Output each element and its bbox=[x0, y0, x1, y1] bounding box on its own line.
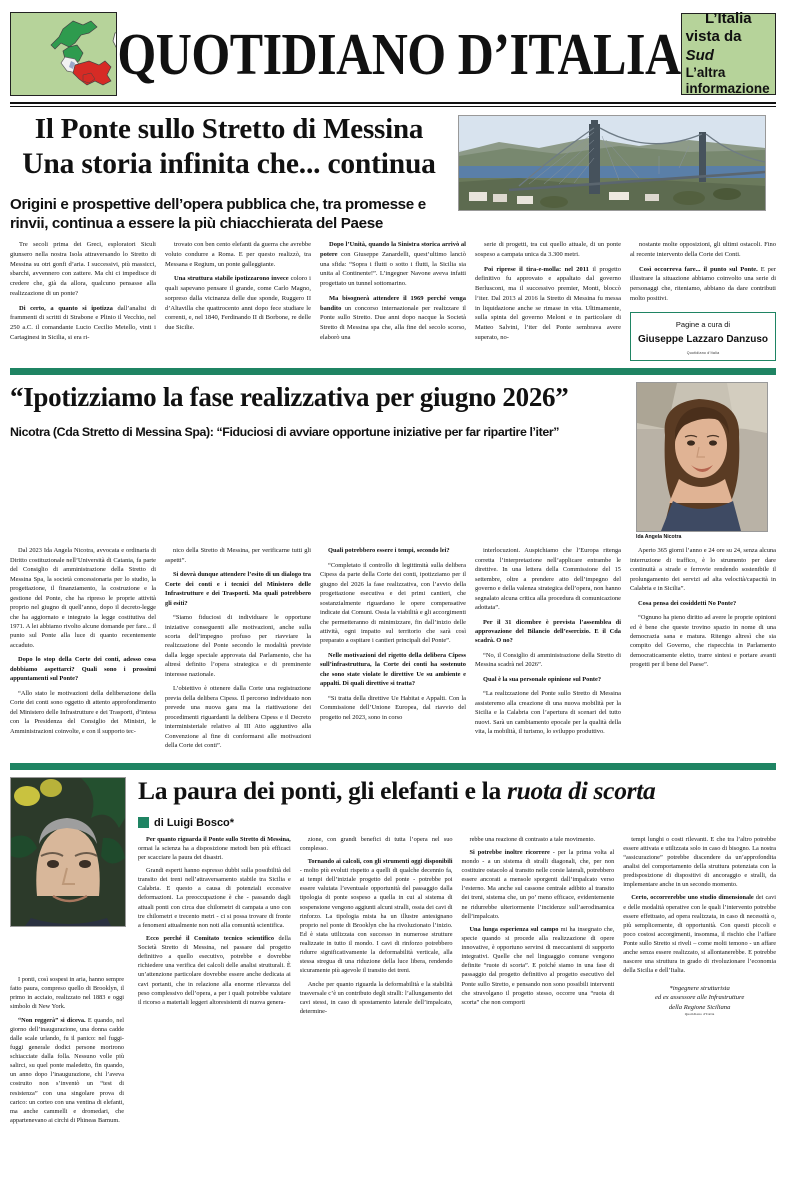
paragraph: interlocuzioni. Auspichiamo che l’Europa ritenga corretta l’interpretazione nell’applicare entrambe le direttive. In una lettera della Commissione del 15 settembre, oltre a prendere atto dell’impegno del governo e della valenza strategica dell’opera, non hanno segnalato alcuna critica alla procedura di comunicazione adottata”. bbox=[475, 547, 621, 612]
article3-footnote bbox=[623, 984, 776, 1018]
kicker-line-2-emphasis: Sud bbox=[685, 46, 714, 64]
paper-title: QUOTIDIANO D’ITALIA bbox=[117, 20, 681, 88]
bosco-portrait-illustration bbox=[11, 778, 125, 926]
green-separator-1 bbox=[10, 368, 776, 375]
paragraph: Ma bisognerà attendere il 1969 perché venga bandito un concorso internazionale per realizzare il Ponte sullo Stretto. Due anni dopo nacque la Società Stretto di Messina spa che, alla fine del secolo scorso, elaborò una bbox=[320, 294, 466, 341]
article1-col-3 bbox=[320, 240, 466, 361]
paragraph: Quali potrebbero essere i tempi, secondo lei? bbox=[328, 547, 450, 555]
paragraph: zione, con grandi benefici di tutta l’opera nel suo complesso. bbox=[299, 835, 453, 852]
credit-line-2: Giuseppe Lazzaro Danzuso bbox=[637, 333, 769, 345]
footnote-line-1: *ingegnere strutturista bbox=[669, 984, 730, 992]
article2-col-5 bbox=[630, 546, 776, 755]
italy-map-logo bbox=[10, 12, 117, 96]
credit-line-1: Pagine a cura di bbox=[675, 319, 731, 329]
paragraph: Si dovrà dunque attendere l’esito di un dialogo tra Corte dei conti e i tecnici del Ministero delle Infrastrutture e dei Trasporti. Ma quali potrebbero gli esiti? bbox=[165, 571, 311, 607]
paragraph: Una lunga esperienza sul campo mi ha insegnato che, specie quando si procede alla realizzazione di opere innovative, è opportuno servirsi di meccanismi di supporto integrativi. Quelle che nel linguaggio comune vengono definite “ruote di scorta”. E poiché siamo in una fase di passaggio dal progetto definitivo al progetto esecutivo del Ponte sullo Stretto, e pensando non sono possibili interventi che stravolgano il progetto stesso, occorre una “ruota di scorta” che non comporti bbox=[461, 925, 615, 1006]
article2-col-1 bbox=[10, 546, 156, 755]
paragraph: “Completato il controllo di legittimità sulla delibera Cipess da parte della Corte dei conti, ipotizziamo per il giugno del 2026 la fase realizzativa, con l’avvio della progettazione esecutiva e dei primi cantieri, che sostanzialmente riguardano le opere compensative indicate dai Comuni. Ossia la viabilità e gli accorgimenti che permetteranno di minimizzare, fin dall’inizio delle attività, ogni impatto sul territorio che sarà così preparato a ospitare i cantieri principali del Ponte”. bbox=[320, 561, 466, 645]
article3-columns bbox=[138, 835, 776, 1020]
article-nicotra-interview bbox=[10, 382, 776, 755]
nicotra-portrait-illustration bbox=[637, 383, 767, 531]
article1-col-5 bbox=[630, 240, 776, 361]
footnote-tiny: Quotidiano d’Italia bbox=[684, 1012, 715, 1017]
article3-col-4 bbox=[623, 835, 776, 1020]
article3-caption-column bbox=[10, 975, 124, 1129]
paragraph: rebbe una reazione di contrasto a tale movimento. bbox=[469, 835, 596, 843]
bridge-photo-illustration bbox=[459, 116, 765, 210]
article2-col-3 bbox=[320, 546, 466, 755]
kicker-line-3: L’altra informazione bbox=[685, 64, 770, 97]
paragraph: Dopo lo stop della Corte dei conti, adesso cosa dobbiamo aspettarci? Quali sono i prossimi appuntamenti sul Ponte? bbox=[10, 656, 156, 683]
masthead-kicker bbox=[681, 10, 776, 97]
paragraph: “Allo stato le motivazioni della deliberazione della Corte dei conti sono oggetto di attento approfondimento del Ministero delle Infrastrutture e dei Trasporti, d’intesa con la Presidenza del Consiglio dei Ministri, le Amministrazioni coinvolte, e con il supporto tec- bbox=[10, 689, 156, 735]
paragraph: Per il 31 dicembre è prevista l’assemblea di approvazione del Bilancio dell’esercizio. E il Cda scadrà. O no? bbox=[475, 618, 621, 645]
paragraph: trovato con ben cento elefanti da guerra che avrebbe voluto condurre a Roma. E per questo realizzò, tra Messana e Regium, un ponte galleggiante. bbox=[165, 241, 311, 268]
kicker-line-1: L’Italia bbox=[704, 10, 752, 28]
article-bosco-opinion bbox=[10, 775, 776, 1124]
article2-columns bbox=[10, 546, 776, 755]
article3-col-1 bbox=[138, 835, 291, 1020]
article3-headline bbox=[138, 777, 776, 805]
byline-square-icon bbox=[138, 817, 149, 828]
credit-box bbox=[630, 312, 776, 362]
paragraph: Dal 2023 Ida Angela Nicotra, avvocata e ordinaria di Diritto costituzionale nell’Università di Catania, fa parte del Consiglio di amministrazione della Stretto di Messina Spa, la società concessionaria per lo studio, la progettazione, il finanziamento, la costruzione e la gestione del Ponte, che ha ripreso le proprie attività proprio nel giugno di quell’anno, dopo il decreto-legge che ha aggiornato e integrato la legge costitutiva del 1971. A lei abbiamo rivolto alcune domande per fare... il punto sul Ponte alla luce di quanto recentemente accaduto. bbox=[10, 547, 156, 649]
article3-col-3 bbox=[462, 835, 615, 1020]
credit-line-3: Quotidiano d’Italia bbox=[686, 350, 720, 355]
article-bridge-history bbox=[10, 113, 776, 361]
paragraph: Una struttura stabile ipotizzarono invece coloro i quali sapevano pensare il grande, come Carlo Magno, sorpreso dalla vicinanza delle due sponde, Ruggero II d’Altavilla che quattrocento anni dopo fece studiare le correnti, e, nel 1840, Ferdinando II di Borbone, re delle due Sicilie. bbox=[165, 275, 311, 332]
paragraph: L’obiettivo è ottenere dalla Corte una registrazione previa della delibera Cipess. Il percorso individuato non prevede una nuova gara ma la riattivazione dei procedimenti riguardanti la delibera Cipess e il Decreto interministeriale relativo al III Atto aggiuntivo alla Convenzione al fine di conformarsi alle motivazioni della Corte dei conti”. bbox=[165, 685, 311, 750]
masthead bbox=[10, 8, 776, 100]
article3-col-2 bbox=[300, 835, 453, 1020]
bosco-photo bbox=[10, 777, 126, 927]
paragraph: Tre secoli prima dei Greci, esploratori Siculi giunsero nella nostra Isola attraversando lo Stretto di Messina su otri gonfi d’aria. I successivi, più massicci, sbarchi, avvennero con zattere. Ma chi ci impedisce di credere che, già da allora, qualcuno pensasse alla realizzazione di un ponte? bbox=[10, 241, 156, 297]
article2-photo-block bbox=[636, 382, 776, 540]
green-separator-2 bbox=[10, 763, 776, 770]
paragraph: tempi lunghi o costi rilevanti. E che tra l’altro potrebbe essere attivata e utilizzata solo in caso di bisogno. La nostra “assicurazione” potrebbe discendere da un’approfondita analisi del comportamento della struttura potenziata con la predisposizione di dispositivi di ancoraggio e stralli, da implementare anche in un secondo momento. bbox=[623, 835, 776, 889]
paragraph: “Si tratta della direttive Ue Habitat e Appalti. Con la Commissione dell’Unione Europea, dal riavvio del progetto nel 2023, sono in corso bbox=[320, 694, 466, 721]
article3-byline bbox=[138, 817, 776, 829]
paragraph: Cosa pensa dei cosiddetti No Ponte? bbox=[638, 599, 737, 607]
nicotra-photo bbox=[636, 382, 768, 532]
article1-col-4 bbox=[475, 240, 621, 361]
paragraph: Aperto 365 giorni l’anno e 24 ore su 24, senza alcuna interruzione di traffico, è lo strumento per dare continuità a strade e ferrovie rendendo sostenibile il prolungamento dei servizi ad alta velocità/capacità in Calabria e in Sicilia”. bbox=[630, 547, 776, 593]
kicker-line-2-prefix: vista da bbox=[685, 28, 742, 46]
paragraph: Nelle motivazioni del rigetto della delibera Cipess sull’infrastruttura, la Corte dei conti ha sostenuto che sono state violate le direttive Ue su ambiente e appalti. Di quali direttive si tratta? bbox=[320, 651, 466, 688]
paragraph: Dopo l’Unità, quando la Sinistra storica arrivò al potere con Giuseppe Zanardelli, quest’ultimo lanciò una sfida: “Sopra i flutti o sotto i flutti, la Sicilia sia unita al Continente!”. L’ingegner Navone aveva infatti progettato un tunnel sottomarino. bbox=[320, 241, 466, 288]
paragraph: Si potrebbe inoltre ricorrere - per la prima volta al mondo - a un sistema di stralli diagonali, che, per non costituire ostacolo al transito nelle corsie laterali, potrebbero essere ancorati a mensole sporgenti dall’impalcato verso l’esterno. Ma anche sul cassone centrale adibito al transito dei treni, sistema che, un po’ meno efficace, evidentemente ne ridurrebbe ulteriormente l’incidenze sull’aerodinamica dell’impalcato. bbox=[461, 848, 615, 920]
masthead-rule-thick bbox=[10, 102, 776, 104]
article1-col-2 bbox=[165, 240, 311, 361]
paragraph: Qual è la sua personale opinione sul Ponte? bbox=[483, 675, 602, 683]
paragraph: Ecco perché il Comitato tecnico scientifico della Società Stretto di Messina, nel passare dal progetto definitivo a quello esecutivo, potrebbe e dovrebbe richiedere una verifica dei calcoli delle analisi strutturali. È un’attenzione particolare dovrebbe essere anche dedicata ai cavi portanti, che in relazione alla enorme rilevanza del peso complessivo dell’opera, a per i quali potrebbe valutare il ricorso a materiali leggeri altoresistenti di nuova genera- bbox=[138, 934, 291, 1006]
paragraph: “Ognuno ha pieno diritto ad avere le proprie opinioni ed è bene che queste trovino spazio in nome di una democrazia sana e matura. Ritengo altresì che sia compito del Governo, che rispecchia in Parlamento democraticamente eletto, trarre sintesi e portare avanti progetti per il bene del Paese”. bbox=[630, 614, 776, 669]
bridge-photo bbox=[458, 115, 766, 211]
paragraph: nico della Stretto di Messina, per verificarne tutti gli aspetti”. bbox=[165, 547, 311, 564]
paragraph: Così occorreva fare... il punto sul Ponte. E per illustrare la situazione abbiamo coinvolto una serie di personaggi che, riteniamo, abbiano da dare contributi molto positivi. bbox=[630, 265, 776, 302]
article1-headline-block bbox=[10, 113, 448, 233]
italy-map-icon bbox=[11, 13, 117, 95]
paragraph: Tornando ai calcoli, con gli strumenti oggi disponibili - molto più evoluti rispetto a quelli di qualche decennio fa, ai tempi dell’iniziale progetto del ponte - potrebbe poi essere valutata l’eventuale opportunità del passaggio dalla tipologia di ponte sospeso a quella in cui al sistema di sospensione vengono aggiunti alcuni stralli, ossia dei cavi di rinforzo. La tipologia mista ha un illustre antesignano proprio nel ponte di Brooklyn che ha rivoluzionato l’inizio. Ed è stata utilizzata con successo in numerose strutture realizzate in tutto il mondo. I cavi di rinforzo potrebbero ridurre significativamente la deformabilità verticale, alla stessa stregua di una riduzione della luce libera, rendendo sicuramente più agevole il transito dei treni. bbox=[299, 857, 453, 975]
paragraph: Certo, occorrerebbe uno studio dimensionale dei cavi e delle modalità operative con le quali l’intervento potrebbe essere effettuato, ad opera realizzata, in caso di necessità o, più semplicemente, di opportunità. Con questi piccoli e poco costosi accorgimenti, insomma, il rischio che l’affare Ponte sullo Stretto si riveli – come molti temono - un affare anche senza essere realizzato, si allontanerebbe. E potrebbe nascere una struttura in grado di rivoluzionare l’economia della Sicilia e dell’Italia. bbox=[623, 894, 776, 975]
article1-headline-line2: Una storia infinita che... continua bbox=[22, 147, 436, 180]
article2-subhead: Nicotra (Cda Stretto di Messina Spa): “Fiduciosi di avviare opportune iniziative per far ripartire l’iter” bbox=[10, 424, 560, 439]
article3-headline-italic: ruota di scorta bbox=[506, 775, 656, 805]
article1-headline-line1: Il Ponte sullo Stretto di Messina bbox=[34, 113, 424, 145]
kicker-line-2 bbox=[686, 28, 771, 65]
paragraph: Grandi esperti hanno espresso dubbi sulla possibilità del transito dei treni nell’attraversamento stabile tra Sicilia e Calabria. E questo a causa di potenziali eccessive deformazioni. La preoccupazione è che - passando dagli attuali ponti con circa due chilometri di campata a uno con tre chilometri e trecento metri - ci si possa trovare di fronte a fenomeni attualmente non noti alla comunità scientifica. bbox=[138, 867, 291, 929]
byline-name: di Luigi Bosco* bbox=[154, 816, 235, 829]
paragraph: serie di progetti, tra cui quello attuale, di un ponte sospeso a campata unica da 3.300 metri. bbox=[475, 241, 621, 258]
paragraph: Per quanto riguarda il Ponte sullo Stretto di Messina, ormai la scienza ha a disposizione metodi ben più efficaci per scacciare la paura dei disastri. bbox=[138, 835, 291, 861]
article1-col-1 bbox=[10, 240, 156, 361]
paragraph: I ponti, così sospesi in aria, hanno sempre fatto paura, compreso quello di Brooklyn, il primo in acciaio, realizzato nel 1883 e oggi simbolo di New York. bbox=[10, 976, 124, 1011]
paragraph: Anche per quanto riguarda la deformabilità e la stabilità trasversale c’è un contributo degli stralli: l’allungamento dei cavi stessi, in caso di spostamento laterale dell’impalcato, determine- bbox=[299, 980, 453, 1015]
paragraph: Poi riprese il tira-e-molla: nel 2011 il progetto definitivo fu approvato e appaltato dal governo Berlusconi, ma il successivo premier, Monti, bloccò l’iter. Dal 2013 al 2016 la Stretto di Messina fu messa in liquidazione anche se rimase in vita. Ultimamente, sulla spinta del governo Meloni e in particolare di Matteo Salvini, l’iter del Ponte sembrava avere superato, no- bbox=[475, 265, 621, 341]
article2-headline: “Ipotizziamo la fase realizzativa per giugno 2026” bbox=[10, 382, 569, 413]
article1-subhead: Origini e prospettive dell’opera pubblica che, tra promesse e rinvii, continua a essere la più chiacchierata del Paese bbox=[10, 195, 426, 232]
paragraph: “No, il Consiglio di amministrazione della Stretto di Messina scadrà nel 2026”. bbox=[475, 651, 621, 669]
paragraph: “Non reggerà” si diceva. E quando, nel giorno dell’inaugurazione, una donna cadde dalle scale urlando, fu il panico: nel fuggi-fuggi generale dodici persone morirono schiacciate dalla folla. Nessuno volle più salirci, su quel ponte maledetto, fin quando, un anno dopo l’inaugurazione, chi l’aveva costruito non s’inventò un “test di resistenza” con una singolare prova di carico: un corteo con una ventina di elefanti, ma anche cammelli e dromedari, che appartenevano ai circhi di Phineas Barnum. bbox=[10, 1016, 124, 1124]
footnote-line-3: della Regione Siciliana bbox=[668, 1003, 731, 1011]
article2-col-2 bbox=[165, 546, 311, 755]
article1-columns bbox=[10, 240, 776, 361]
paragraph: nostante molte opposizioni, gli ultimi ostacoli. Fino al recente intervento della Corte dei Conti. bbox=[630, 241, 776, 258]
paragraph: “Siamo fiduciosi di individuare le opportune iniziative conseguenti alle motivazioni, anche sulla scorta dell’impegno profuso per riavviare la realizzazione del Ponte secondo le modalità previste dalla legge speciale approvata dal Parlamento, che ha altresì definito l’opera strategica e di preminente interesse nazionale. bbox=[165, 614, 311, 678]
paragraph: Di certo, a quanto si ipotizza dall’analisi di frammenti di scritti di Strabone e Plinio il Vecchio, nel 250 a.C. il comandante Lucio Cecilio Metello, vinti i Cartaginesi in Sicilia, si era ri- bbox=[10, 304, 156, 341]
footnote-line-2: ed ex assessore alle Infrastrutture bbox=[655, 994, 745, 1002]
article3-headline-plain: La paura dei ponti, gli elefanti e la bbox=[138, 775, 507, 805]
paragraph: “La realizzazione del Ponte sullo Stretto di Messina assisteremo alla creazione di una nuova mobilità per la Sicilia e la Calabria con l’apertura di scenari del tutto nuovi. Sarà un cambiamento epocale per la qualità della vita, la mobilità, il turismo, lo sviluppo produttivo. bbox=[475, 690, 621, 736]
nicotra-photo-caption: Ida Angela Nicotra bbox=[636, 534, 682, 541]
masthead-rule-thin bbox=[10, 106, 776, 107]
article2-col-4 bbox=[475, 546, 621, 755]
